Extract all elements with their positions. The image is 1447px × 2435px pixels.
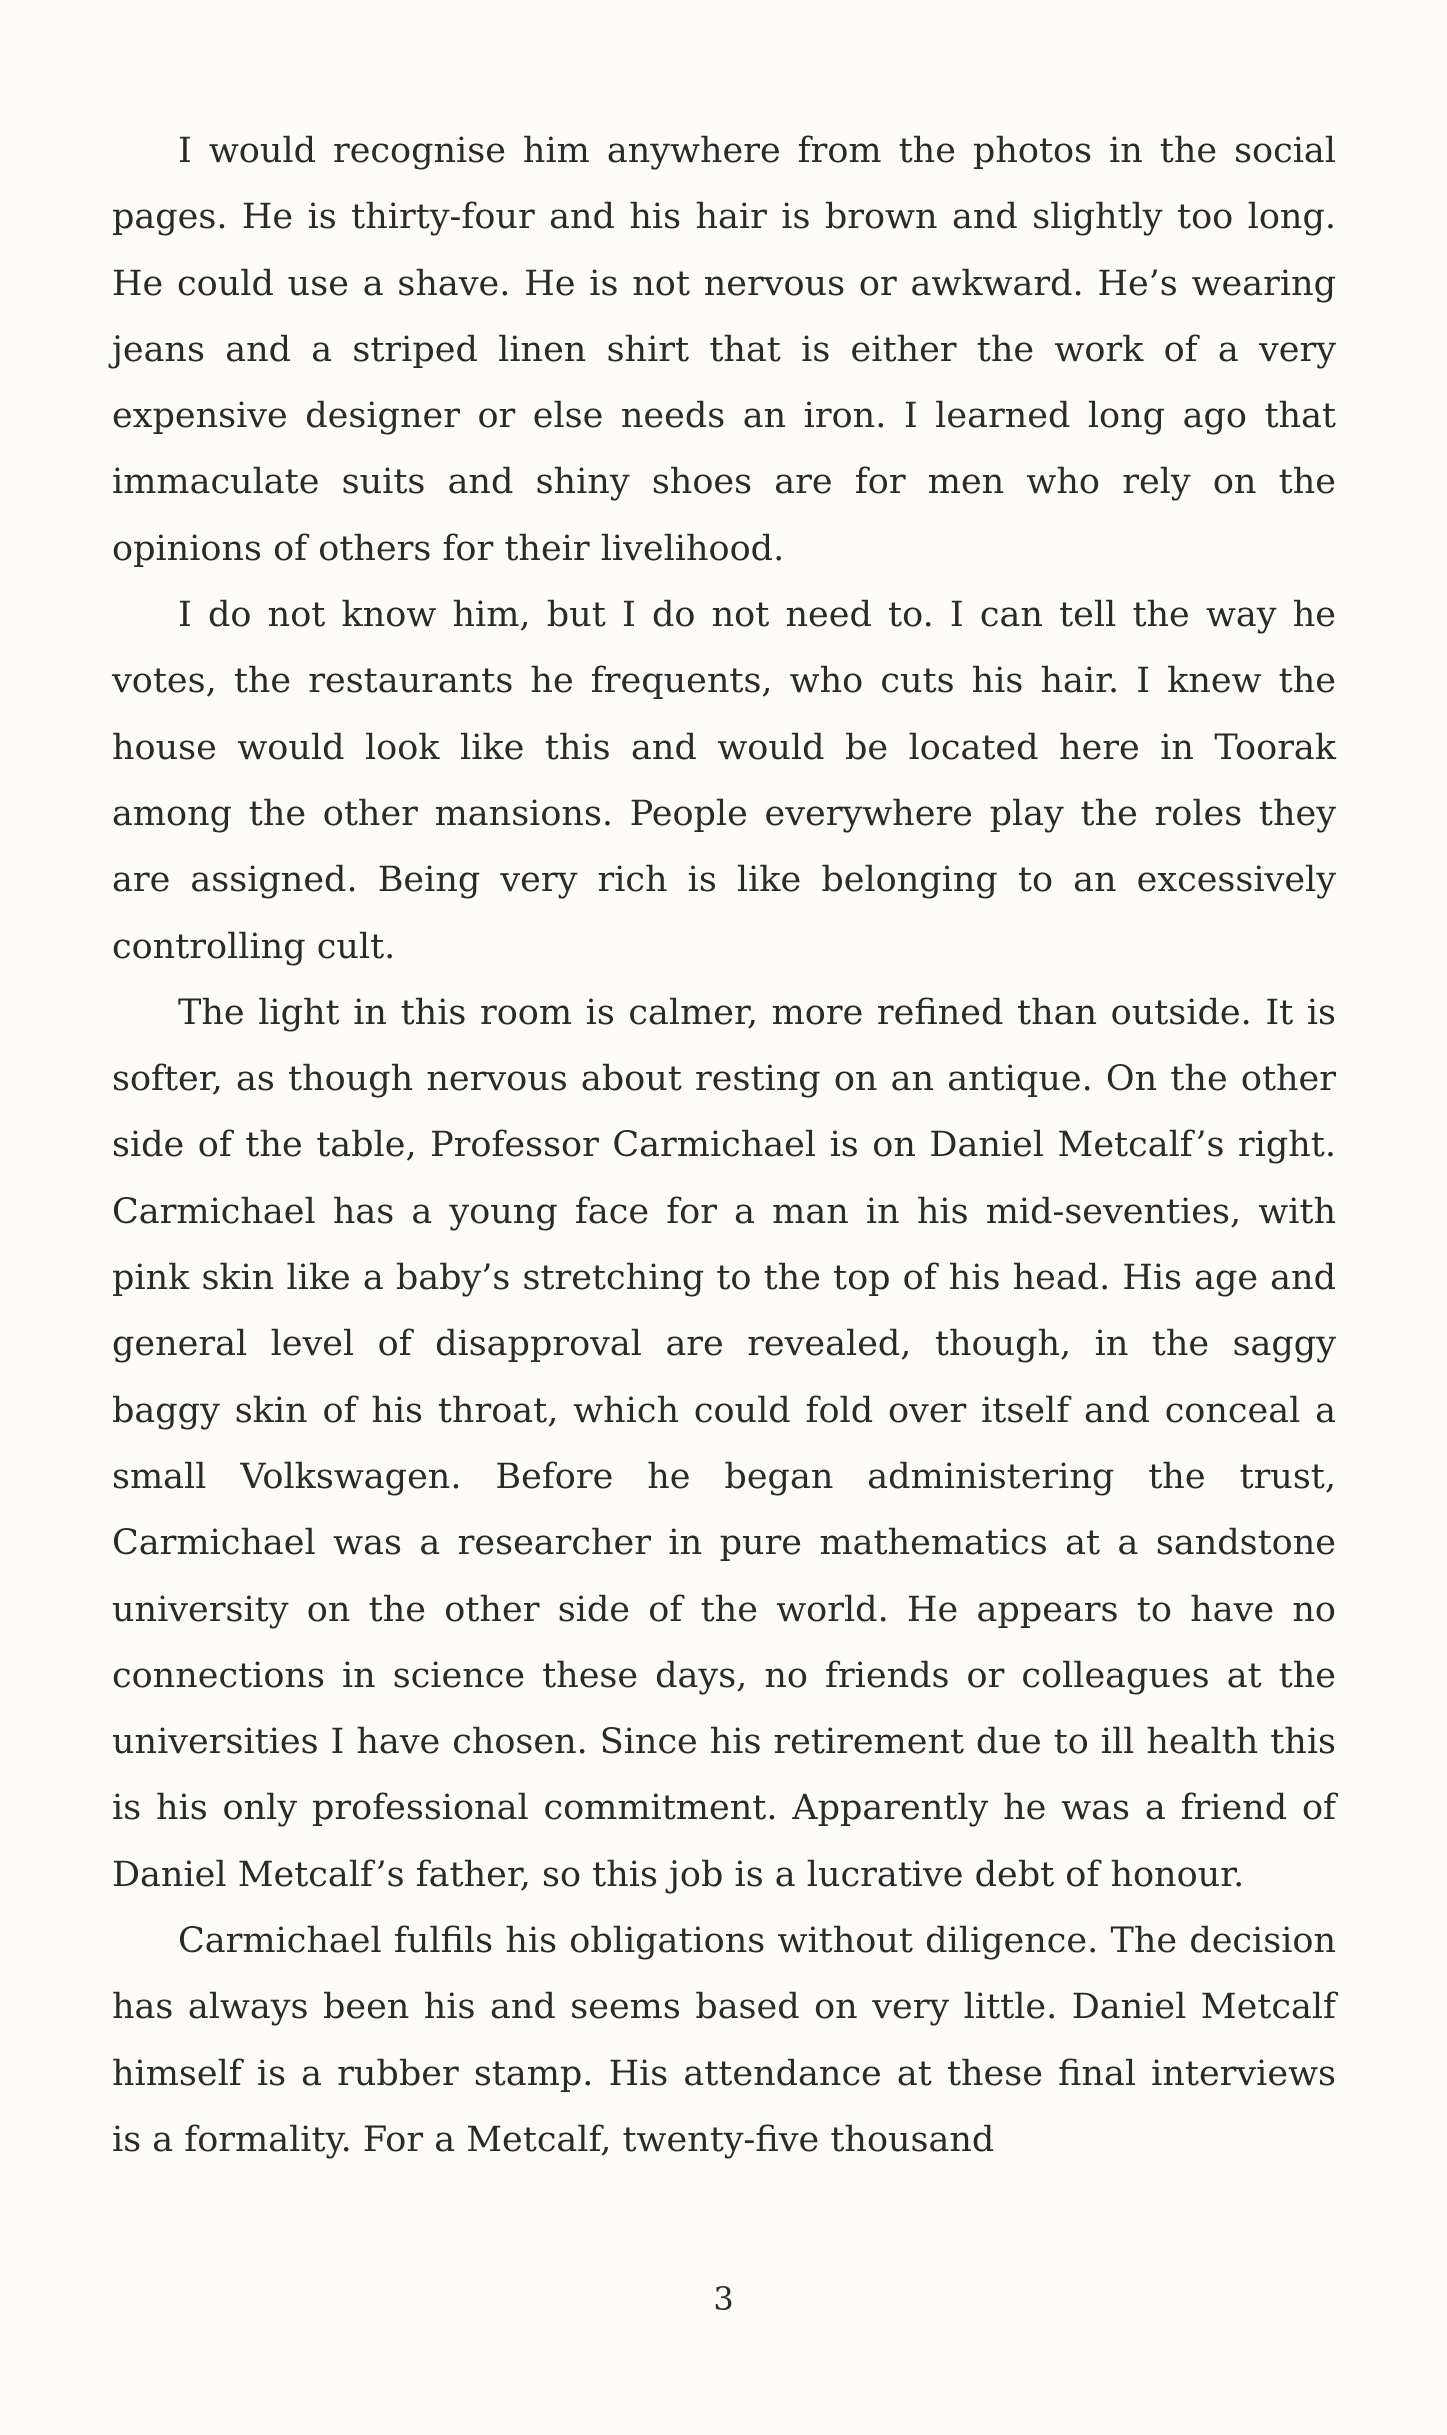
- paragraph-2: I do not know him, but I do not need to. I can tell the way he votes, the restaurants he frequents, who cuts his hair. I knew the house would look like this and would be located here in Toorak among the other mansions. People everywhere play the roles they are assigned. Being very rich is like belonging to an excessively controlling cult.: [112, 595, 1336, 967]
- paragraph-3: The light in this room is calmer, more refined than outside. It is softer, as though nervous about resting on an antique. On the other side of the table, Professor Carmichael is on Daniel Metcalf’s right. Carmichael has a young face for a man in his mid-seventies, with pink skin like a baby’s stretching to the top of his head. His age and general level of disapproval are revealed, though, in the saggy baggy skin of his throat, which could fold over itself and conceal a small Volkswagen. Before he began administering the trust, Carmichael was a researcher in pure mathematics at a sandstone university on the other side of the world. He appears to have no connections in science these days, no friends or colleagues at the universities I have chosen. Since his retirement due to ill health this is his only professional commitment. Apparently he was a friend of Daniel Metcalf’s father, so this job is a lucrative debt of honour.: [112, 992, 1336, 1895]
- page-number: 3: [713, 2280, 734, 2318]
- paragraph-1: I would recognise him anywhere from the photos in the social pages. He is thirty-four and his hair is brown and slightly too long. He could use a shave. He is not nervous or awkward. He’s wearing jeans and a striped linen shirt that is either the work of a very expensive designer or else needs an iron. I learned long ago that immaculate suits and shiny shoes are for men who rely on the opinions of others for their livelihood.: [112, 131, 1336, 569]
- body-text: [112, 118, 1336, 2173]
- paragraph-4: Carmichael fulfils his obligations without diligence. The decision has always been his and seems based on very little. Daniel Metcalf himself is a rubber stamp. His attendance at these final interviews is a formality. For a Metcalf, twenty-five thousand: [112, 1921, 1336, 2160]
